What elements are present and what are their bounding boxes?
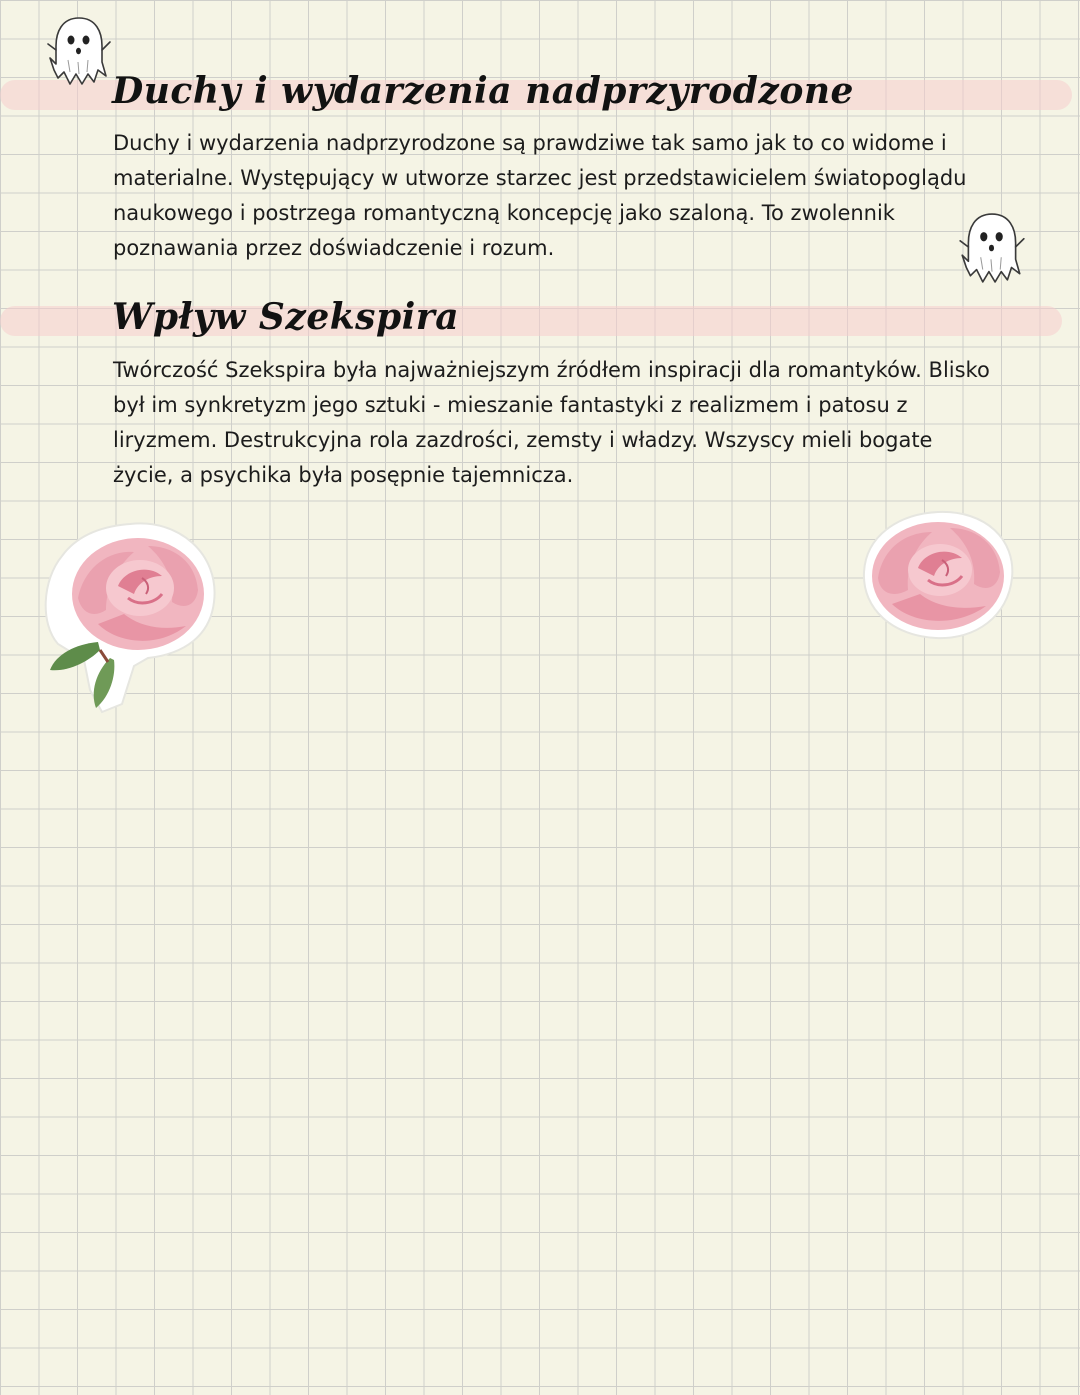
paragraph-line: Duchy i wydarzenia nadprzyrodzone są prawdziwe tak samo jak to co widome i [113, 131, 947, 155]
paragraph-line: był im synkretyzm jego sztuki - mieszanie fantastyki z realizmem i patosu z [113, 393, 908, 417]
rose-icon [858, 508, 1018, 644]
section-paragraph [113, 353, 1058, 493]
paragraph-line: poznawania przez doświadczenie i rozum. [113, 236, 555, 260]
paragraph-line: liryzmem. Destrukcyjna rola zazdrości, zemsty i władzy. Wszyscy mieli bogate [113, 428, 933, 452]
section-paragraph [113, 126, 1058, 266]
rose-icon [38, 514, 222, 718]
paragraph-line: Twórczość Szekspira była najważniejszym źródłem inspiracji dla romantyków. Blisko [113, 358, 990, 382]
section-title: Wpływ Szekspira [112, 296, 460, 338]
section-title: Duchy i wydarzenia nadprzyrodzone [112, 70, 854, 112]
paragraph-line: materialne. Występujący w utworze starzec jest przedstawicielem światopoglądu [113, 166, 967, 190]
ghost-icon [958, 210, 1026, 286]
paragraph-line: naukowego i postrzega romantyczną koncepcję jako szaloną. To zwolennik [113, 201, 895, 225]
ghost-icon [46, 14, 112, 88]
paragraph-line: życie, a psychika była posępnie tajemnicza. [113, 463, 574, 487]
